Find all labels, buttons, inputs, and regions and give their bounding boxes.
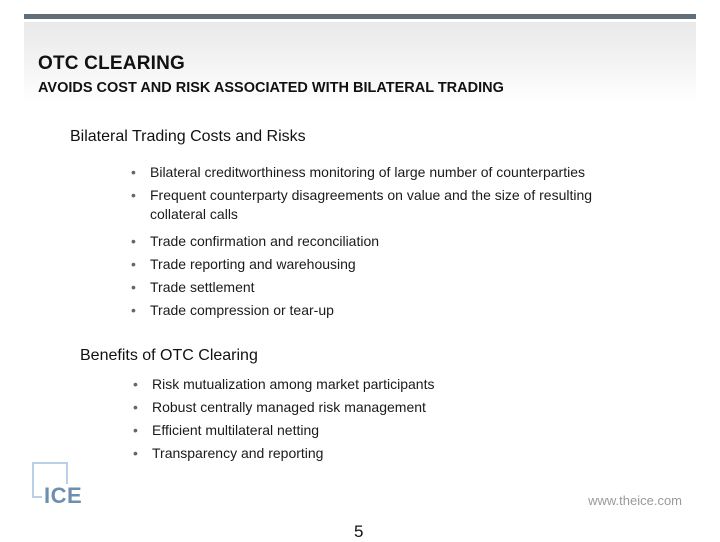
bullet-icon: • <box>131 233 136 249</box>
list-item: • Transparency and reporting <box>133 442 434 465</box>
page-number: 5 <box>354 522 364 541</box>
bullet-icon: • <box>133 422 138 438</box>
list-item: • Frequent counterparty disagreements on value and the size of resulting <box>131 184 592 207</box>
section-heading-benefits: Benefits of OTC Clearing <box>80 347 258 364</box>
bullet-icon: • <box>131 302 136 318</box>
list-item: • Trade reporting and warehousing <box>131 253 592 276</box>
list-item: • Trade confirmation and reconciliation <box>131 230 592 253</box>
bullet-icon: • <box>131 187 136 203</box>
bullet-icon: • <box>133 376 138 392</box>
bullet-icon: • <box>131 279 136 295</box>
slide-subtitle: AVOIDS COST AND RISK ASSOCIATED WITH BILATERAL TRADING <box>38 80 504 96</box>
bullet-icon: • <box>133 445 138 461</box>
list-item: • Efficient multilateral netting <box>133 419 434 442</box>
bullet-icon: • <box>131 164 136 180</box>
ice-logo-text: ICE <box>44 483 83 508</box>
costs-bullet-list <box>131 161 592 322</box>
bullet-icon: • <box>131 256 136 272</box>
list-item: • Trade settlement <box>131 276 592 299</box>
slide-title: OTC CLEARING <box>38 53 186 74</box>
benefits-bullet-list <box>133 373 434 465</box>
section-heading-costs: Bilateral Trading Costs and Risks <box>70 128 306 145</box>
top-accent-bar <box>24 14 696 19</box>
footer-website: www.theice.com <box>588 493 682 508</box>
list-item: • Trade compression or tear-up <box>131 299 592 322</box>
ice-logo <box>32 462 83 510</box>
list-item-continuation: collateral calls <box>150 206 238 222</box>
list-item: • Bilateral creditworthiness monitoring of large number of counterparties <box>131 161 592 184</box>
list-item: • Robust centrally managed risk management <box>133 396 434 419</box>
list-item: • Risk mutualization among market participants <box>133 373 434 396</box>
bullet-icon: • <box>133 399 138 415</box>
